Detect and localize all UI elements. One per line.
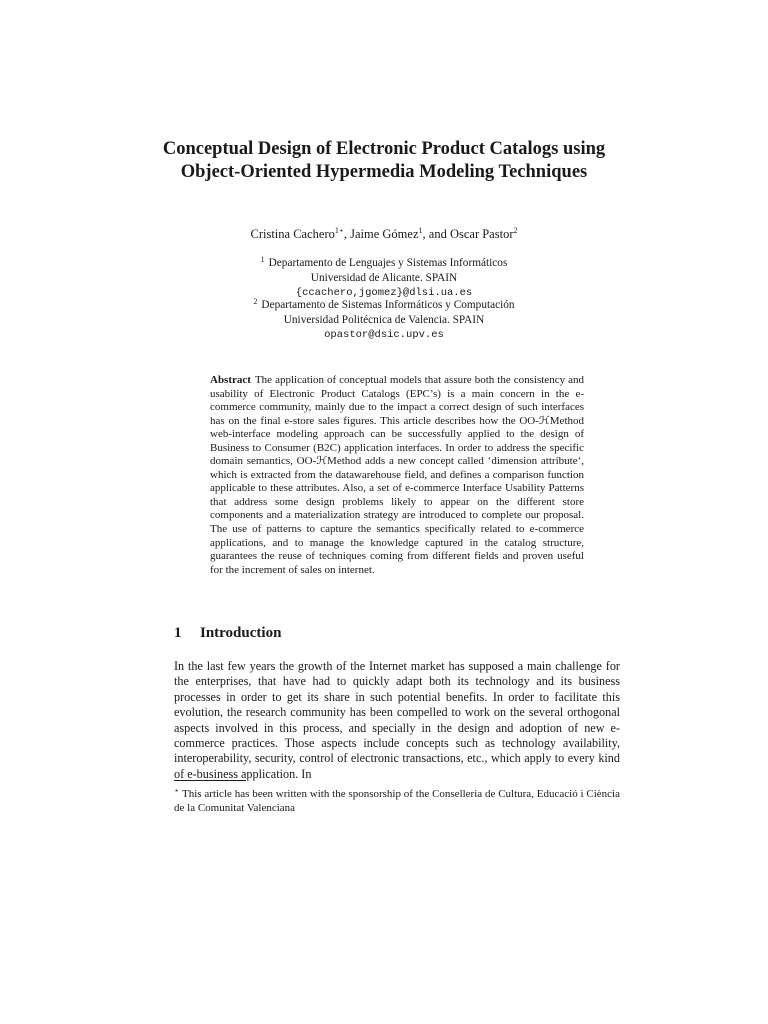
author-list [150,227,618,242]
footnote-divider [174,780,246,781]
abstract-text: The application of conceptual models that assure both the consistency and usability of Electronic Product Catalogs (EPC’s) is a main concern in the e-commerce community, mainly due to the impact a correct design of such interfaces has on the final e-store sales figures. This article describes how the OO-ℋMethod web-interface modeling approach can be successfully applied to the design of Business to Consumer (B2C) application interfaces. In order to address the specific domain semantics, OO-ℋMethod adds a new concept called ‘dimension attribute‘, which is extracted from the datawarehouse field, and defines a comparison function applicable to these attributes. Also, a set of e-commerce Interface Usability Patterns that address some design problems likely to appear on the different store components and a materialization strategy are introduced to complete our proposal. The use of patterns to capture the semantics specifically related to e-commerce applications, and to manage the knowledge captured in the catalog structure, guarantees the reuse of techniques coming from different fields and proven useful for the increment of sales on internet. [210,374,584,576]
author-mark: 2 [513,225,518,235]
affiliation-institution: Universidad de Alicante. SPAIN [310,272,458,284]
affiliation-department: Departamento de Sistemas Informáticos y Computación [261,299,515,311]
section-title: Introduction [200,625,282,641]
author-name: Cristina Cachero [250,227,335,241]
footnote-text: This article has been written with the sponsorship of the Conselleria de Cultura, Educació i Ciència de la Comunitat Valenciana [174,788,620,814]
author-name: Oscar Pastor [449,227,514,241]
section-number: 1 [174,625,182,641]
author-mark: 1⋆ [334,225,344,235]
footnote-mark: ⋆ [174,786,180,795]
author-separator: , [343,227,351,241]
author-separator: , and [422,227,450,241]
affiliation-number: 2 [253,297,258,306]
author-name: Jaime Gómez [350,227,419,241]
affiliation-email: opastor@dsic.upv.es [324,329,444,341]
abstract [210,374,584,577]
section-body: In the last few years the growth of the Internet market has supposed a main challenge for the enterprises, that have had to quickly adapt both its technology and its business processes in order to get its share in such potential benefits. In order to facilitate this evolution, the research community has been compelled to work on the several orthogonal aspects involved in this process, and specially in the design and adoption of new e-commerce practices. Those aspects include concepts such as technology availability, interoperability, security, control of electronic transactions, etc., which apply to every kind of e-business application. In [174,659,620,781]
author-mark: 1 [418,225,423,235]
affiliation-number: 1 [260,255,265,264]
affiliation-institution: Universidad Politécnica de Valencia. SPAIN [283,314,485,326]
abstract-label: Abstract [210,374,251,386]
section-heading [174,625,281,642]
affiliation [150,294,618,343]
paper-title: Conceptual Design of Electronic Product Catalogs using Object-Oriented Hypermedia Modeling Techniques [162,139,606,182]
affiliation-email: {ccachero,jgomez}@dlsi.ua.es [295,287,473,299]
footnote [174,784,620,815]
affiliation-department: Departamento de Lenguajes y Sistemas Informáticos [268,257,508,269]
